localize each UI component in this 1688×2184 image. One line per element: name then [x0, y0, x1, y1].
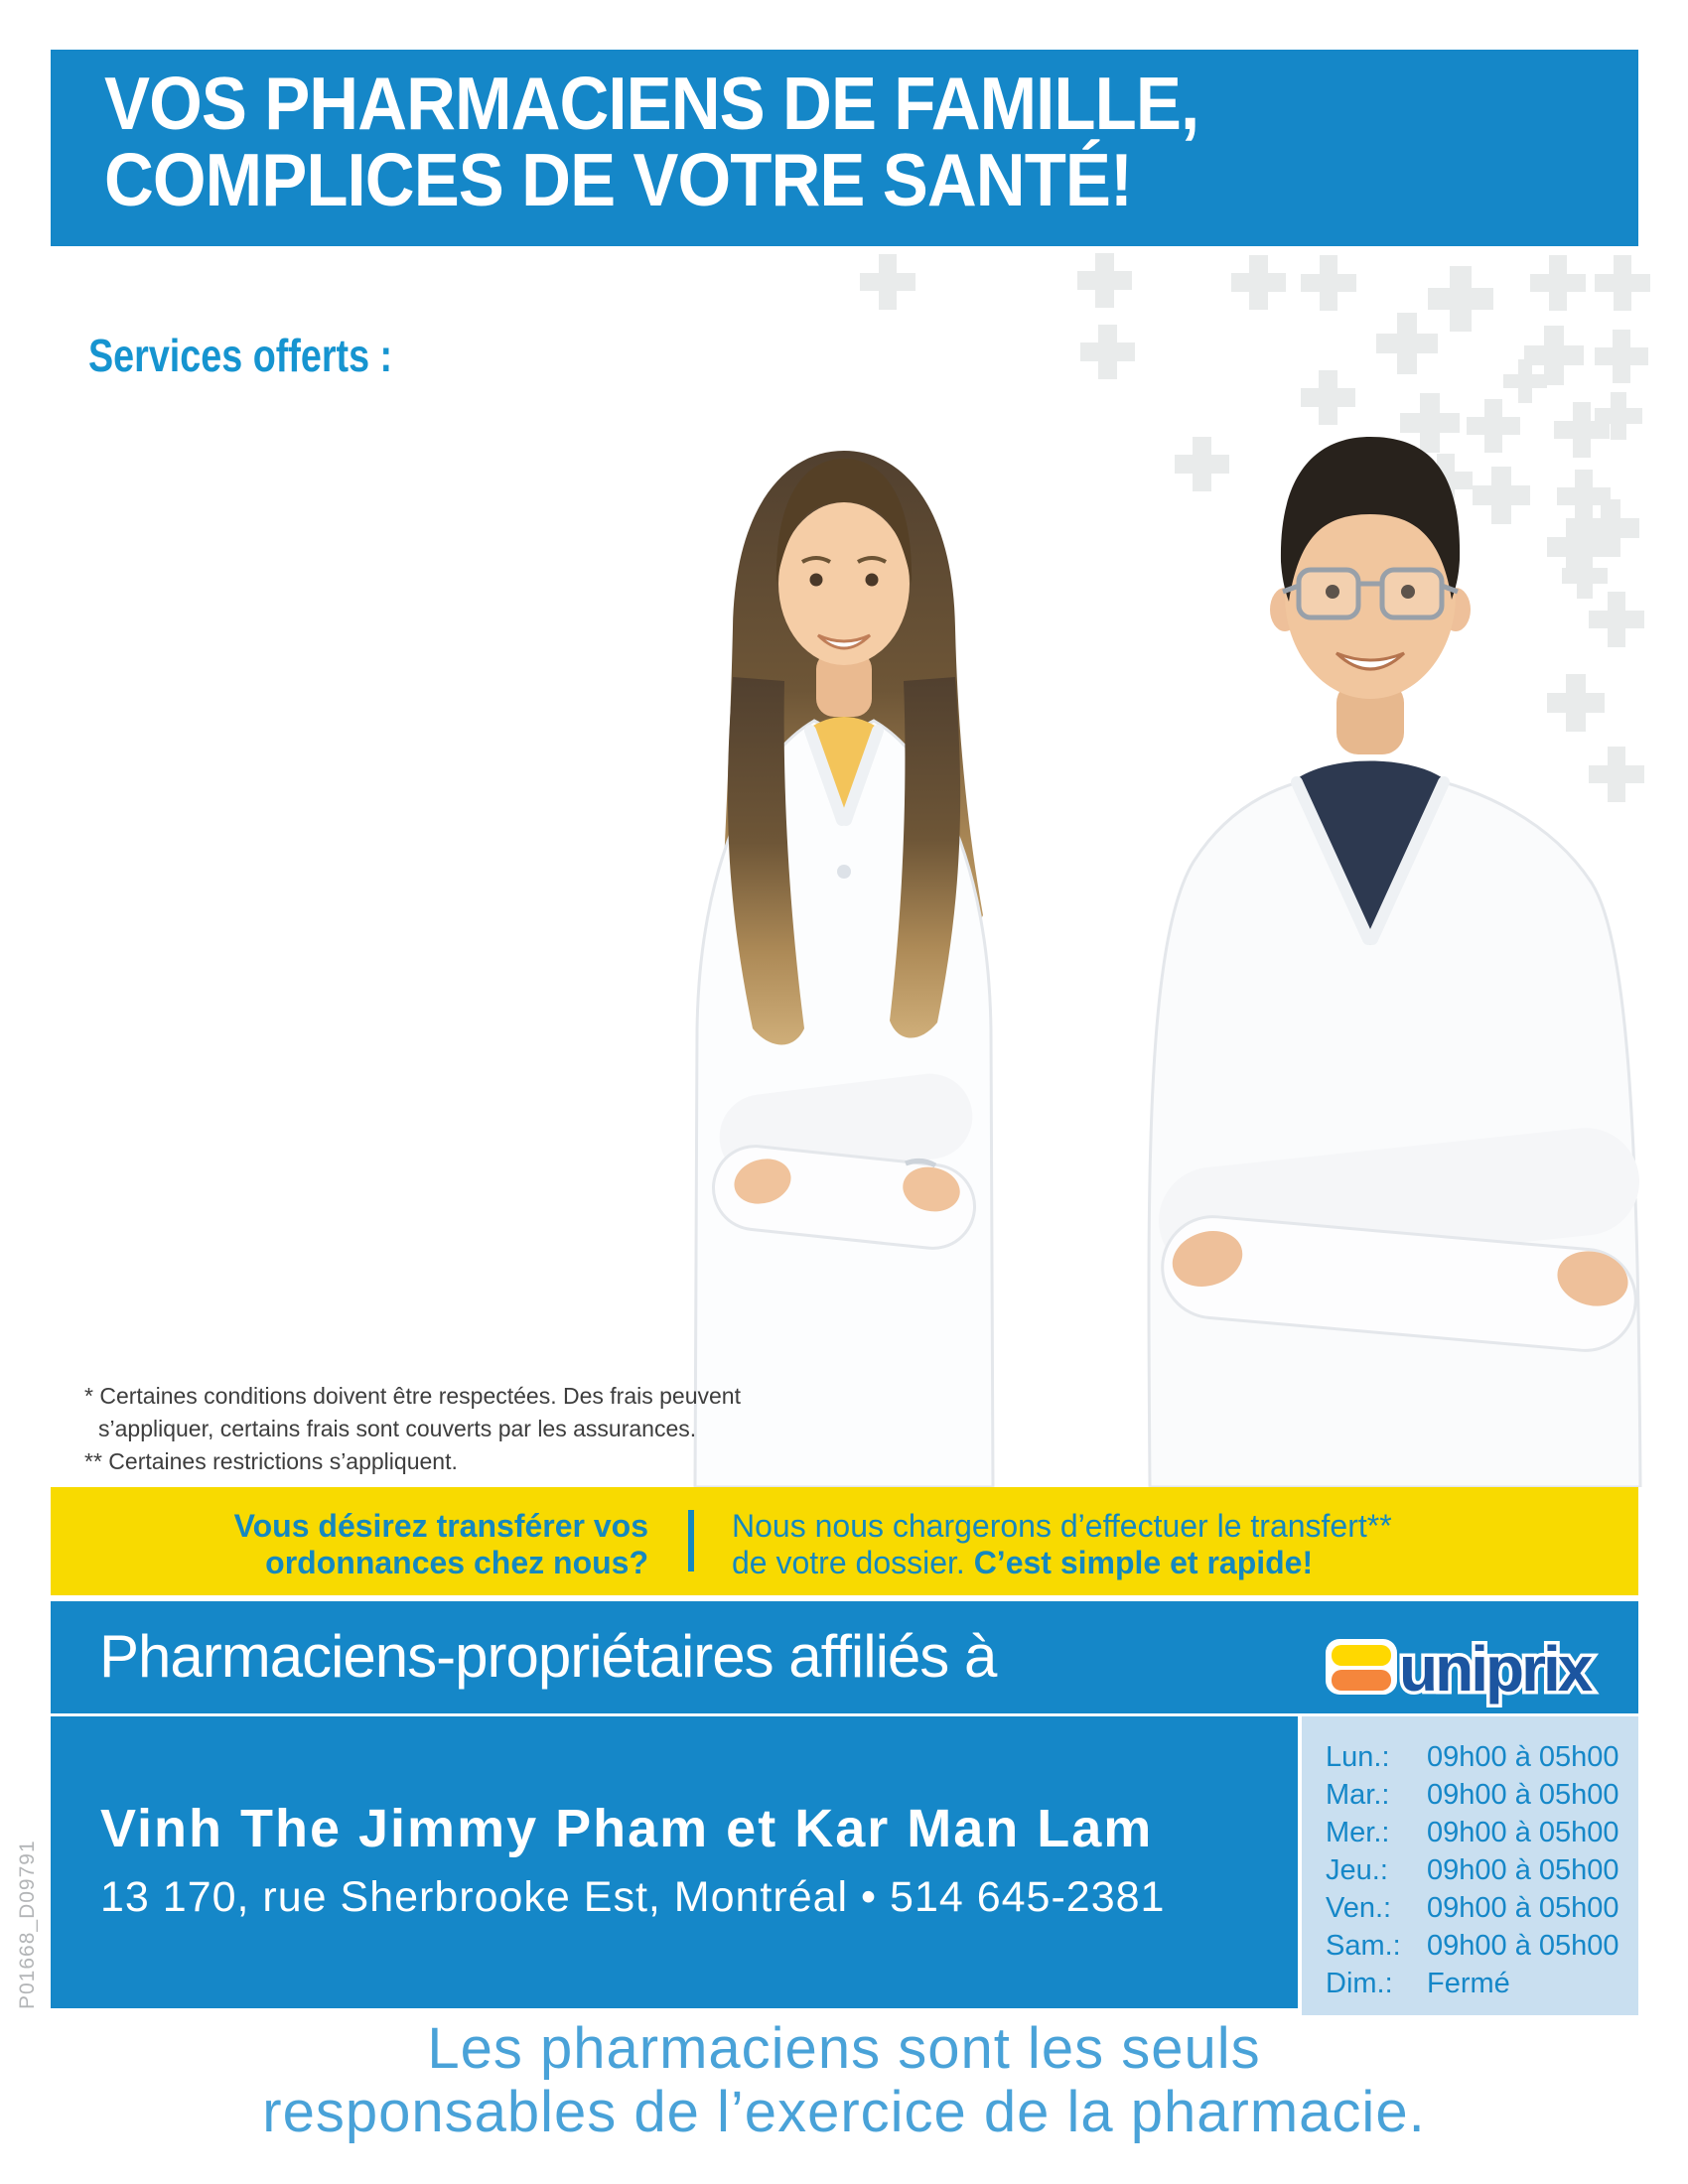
vertical-divider: [688, 1510, 694, 1571]
uniprix-logo-wordmark: uniprix: [1399, 1633, 1591, 1705]
hours-time: 09h00 à 05h00: [1427, 1854, 1619, 1886]
hours-time: 09h00 à 05h00: [1427, 1779, 1619, 1811]
plus-decoration-icon: [1595, 330, 1648, 383]
pharmacists-photo: [556, 387, 1658, 1487]
plus-decoration-icon: [860, 254, 915, 310]
affiliation-band: [51, 1601, 1638, 1713]
hours-time: 09h00 à 05h00: [1427, 1817, 1619, 1848]
transfer-question: [51, 1508, 648, 1581]
hours-time: 09h00 à 05h00: [1427, 1892, 1619, 1924]
transfer-answer-line2-bold: C’est simple et rapide!: [973, 1545, 1314, 1580]
footnote-line3: ** Certaines restrictions s’appliquent.: [84, 1448, 458, 1474]
pharmacy-info-band: [51, 1716, 1298, 2008]
transfer-answer: [732, 1508, 1392, 1581]
hours-panel: [1302, 1716, 1638, 2015]
print-code: P01668_D09791: [16, 1840, 39, 2009]
disclaimer-line1: Les pharmaciens sont les seuls: [427, 2016, 1261, 2081]
hours-day: Mar.:: [1326, 1779, 1390, 1811]
address-phone: 13 170, rue Sherbrooke Est, Montréal • 514 645-2381: [100, 1873, 1166, 1921]
hours-row-sunday: [1302, 1965, 1638, 2002]
transfer-answer-line1: Nous nous chargerons d’effectuer le transfert**: [732, 1508, 1392, 1544]
transfer-question-line2: ordonnances chez nous?: [265, 1545, 648, 1580]
pharmacist-man: [1149, 437, 1644, 1487]
footnotes: [84, 1380, 741, 1478]
hours-day: Dim.:: [1326, 1968, 1393, 1999]
hours-row-tuesday: [1302, 1776, 1638, 1814]
uniprix-logo-yellow-bar: [1332, 1645, 1391, 1666]
plus-decoration-icon: [1301, 255, 1356, 311]
hours-day: Sam.:: [1326, 1930, 1401, 1962]
hours-day: Ven.:: [1326, 1892, 1392, 1924]
affiliation-label: Pharmaciens-propriétaires affiliés à: [99, 1622, 997, 1690]
hours-row-monday: [1302, 1738, 1638, 1776]
owners-names: Vinh The Jimmy Pham et Kar Man Lam: [100, 1799, 1154, 1858]
plus-decoration-icon: [1595, 255, 1650, 311]
plus-decoration-icon: [1080, 325, 1135, 379]
transfer-answer-line2: [732, 1545, 1392, 1581]
transfer-question-line1: Vous désirez transférer vos: [233, 1508, 648, 1544]
hours-row-thursday: [1302, 1851, 1638, 1889]
headline-line1: VOS PHARMACIENS DE FAMILLE,: [104, 62, 1199, 145]
transfer-answer-line2-prefix: de votre dossier.: [732, 1545, 974, 1580]
header-banner: [51, 50, 1638, 246]
hours-row-saturday: [1302, 1927, 1638, 1965]
hours-day: Mer.:: [1326, 1817, 1390, 1848]
legal-disclaimer: [0, 2017, 1688, 2144]
plus-decoration-icon: [1077, 253, 1132, 308]
plus-decoration-icon: [1376, 313, 1438, 374]
services-heading: Services offerts :: [88, 330, 393, 381]
plus-decoration-icon: [1530, 255, 1586, 311]
hours-day: Lun.:: [1326, 1741, 1390, 1773]
uniprix-logo-orange-bar: [1332, 1670, 1391, 1691]
footnote-line1: * Certaines conditions doivent être respectées. Des frais peuvent: [84, 1383, 741, 1409]
headline-line2: COMPLICES DE VOTRE SANTÉ!: [104, 138, 1133, 221]
hours-day: Jeu.:: [1326, 1854, 1388, 1886]
uniprix-logo: [1324, 1627, 1661, 1718]
plus-decoration-icon: [1231, 255, 1286, 310]
hours-time: Fermé: [1427, 1968, 1510, 1999]
footnote-line2: s’appliquer, certains frais sont couverts par les assurances.: [98, 1416, 697, 1441]
headline: [51, 50, 1638, 221]
hours-time: 09h00 à 05h00: [1427, 1741, 1619, 1773]
hours-row-friday: [1302, 1889, 1638, 1927]
disclaimer-line2: responsables de l’exercice de la pharmacie.: [262, 2080, 1426, 2144]
hours-row-wednesday: [1302, 1814, 1638, 1851]
hours-time: 09h00 à 05h00: [1427, 1930, 1619, 1962]
transfer-banner: [51, 1487, 1638, 1595]
pharmacist-woman: [695, 451, 993, 1487]
